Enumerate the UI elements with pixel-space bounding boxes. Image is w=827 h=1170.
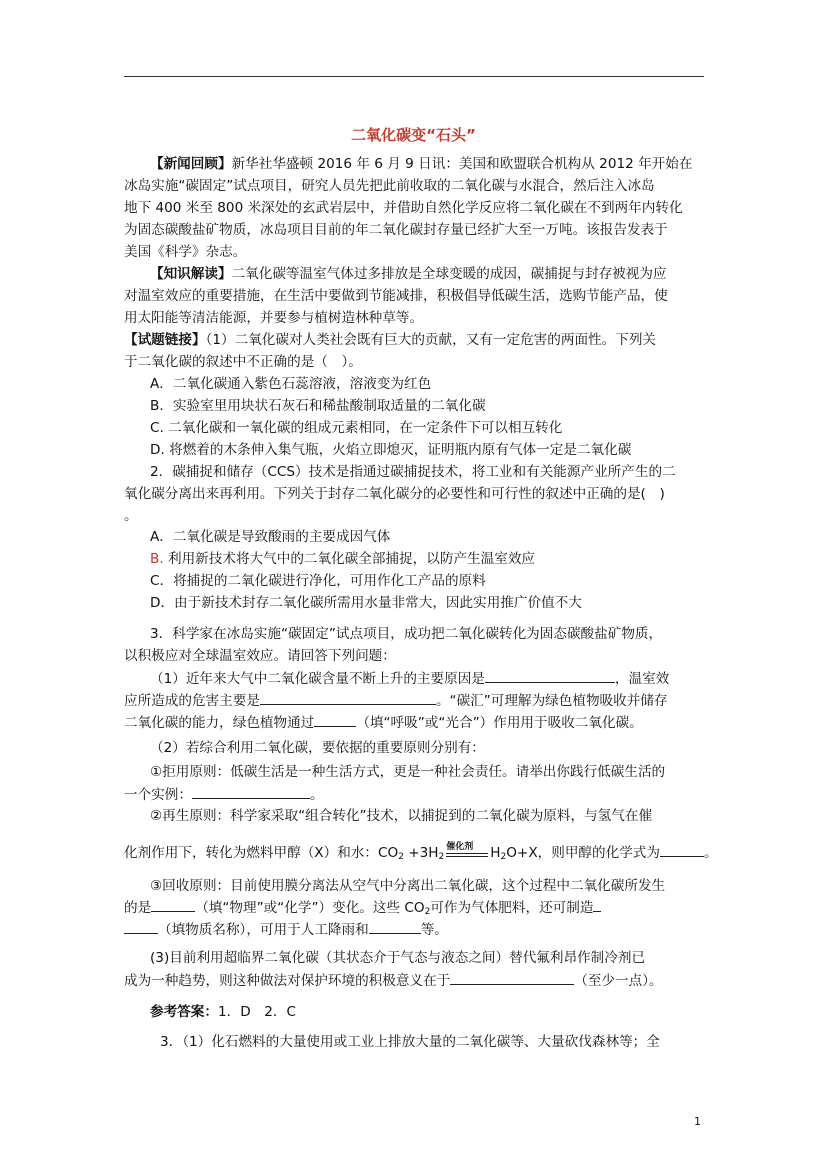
q3-part3-line-2: 成为一种趋势，则这种做法对保护环境的积极意义在于 （至少一点）。 [124, 970, 663, 991]
rule-1-line-1: ①拒用原则：低碳生活是一种生活方式，更是一种社会责任。请举出你践行低碳生活的 [150, 764, 666, 780]
answer-label: 参考答案： [150, 1004, 218, 1020]
news-line-4: 为固态碳酸盐矿物质，冰岛项目目前的年二氧化碳封存量已经扩大至一万吨。该报告发表于 [124, 222, 668, 238]
q3-part1-line-3: 二氧化碳的能力，绿色植物通过 （填“呼吸”或“光合”）作用用于吸收二氧化碳。 [124, 712, 643, 733]
knowledge-line-3: 用太阳能等清洁能源，并要参与植树造林种草等。 [124, 310, 424, 326]
header-rule [124, 76, 704, 77]
q1-option-a: A．二氧化碳通入紫色石蕊溶液，溶液变为红色 [150, 376, 432, 392]
news-line-5: 美国《科学》杂志。 [124, 244, 247, 260]
q2-line-2: 氧化碳分离出来再利用。下列关于封存二氧化碳分的必要性和可行性的叙述中正确的是( ) [124, 486, 665, 502]
blank-7[interactable] [124, 919, 158, 934]
page-number: 1 [694, 1115, 701, 1128]
blank-1[interactable] [485, 668, 615, 683]
knowledge-line-1: 【知识解读】二氧化碳等温室气体过多排放是全球变暖的成因，碳捕捉与封存被视为应 [150, 266, 667, 282]
answer-line-1: 参考答案：1．D 2．C [150, 1004, 297, 1020]
catalyst-label: 催化剂 [446, 842, 474, 852]
blank-3[interactable] [314, 712, 356, 727]
q2-option-b: B. 利用新技术将大气中的二氧化碳全部捕捉，以防产生温室效应 [150, 551, 536, 567]
q2-line-1: 2．碳捕捉和储存（CCS）技术是指通过碳捕捉技术，将工业和有关能源产业所产生的二 [150, 464, 676, 480]
news-line-2: 冰岛实施“碳固定”试点项目，研究人员先把此前收取的二氧化碳与水混合，然后注入冰岛 [124, 178, 655, 194]
news-line-1: 【新闻回顾】新华社华盛顿 2016 年 6 月 9 日讯：美国和欧盟联合机构从 2012 年开始在 [150, 156, 693, 172]
news-line-3: 地下 400 米至 800 米深处的玄武岩层中，并借助自然化学反应将二氧化碳在不到两年内转化 [124, 200, 683, 216]
blank-5[interactable] [660, 842, 704, 857]
blank-7-start[interactable] [593, 897, 601, 912]
knowledge-tag: 【知识解读】 [150, 266, 232, 282]
q2-line-3: 。 [124, 508, 138, 524]
q2-option-d: D．由于新技术封存二氧化碳所需用水量非常大，因此实用推广价值不大 [150, 595, 582, 611]
q3-part2: （2）若综合利用二氧化碳，要依据的重要原则分别有： [150, 740, 485, 756]
q3-part3-line-1: (3)目前利用超临界二氧化碳（其状态介于气态与液态之间）替代氟利昂作制冷剂已 [150, 950, 646, 966]
q1-option-c: C. 二氧化碳和一氧化碳的组成元素相同，在一定条件下可以相互转化 [150, 420, 563, 436]
q3-line-2: 以积极应对全球温室效应。请回答下列问题： [124, 648, 396, 664]
blank-4[interactable] [192, 784, 310, 799]
q1-tag: 【试题链接】 [124, 332, 206, 348]
news-tag: 【新闻回顾】 [150, 156, 232, 172]
rule-1-line-2: 一个实例： 。 [124, 784, 324, 805]
answer-line-2: 3．（1）化石燃料的大量使用或工业上排放大量的二氧化碳等、大量砍伐森林等；全 [160, 1034, 660, 1050]
rule-2-line-1: ②再生原则：科学家采取“组合转化”技术，以捕捉到的二氧化碳为原料，与氢气在催 [150, 808, 653, 824]
catalyst-arrow [444, 842, 490, 860]
q3-line-1: 3．科学家在冰岛实施“碳固定”试点项目，成功把二氧化碳转化为固态碳酸盐矿物质， [150, 626, 663, 642]
q2-option-c: C．将捕捉的二氧化碳进行净化，可用作化工产品的原料 [150, 573, 486, 589]
q1-line-2: 于二氧化碳的叙述中不正确的是（ ）。 [124, 354, 362, 370]
q3-part1-line-2: 应所造成的危害主要是 。“碳汇”可理解为绿色植物吸收并储存 [124, 690, 668, 711]
blank-9[interactable] [450, 970, 574, 985]
blank-6[interactable] [151, 897, 195, 912]
knowledge-line-2: 对温室效应的重要措施，在生活中要做到节能减排，积极倡导低碳生活，选购节能产品，使 [124, 288, 668, 304]
q3-part1-line-1: （1）近年来大气中二氧化碳含量不断上升的主要原因是 ，温室效 [150, 668, 669, 689]
blank-8[interactable] [369, 919, 421, 934]
q1-line-1: 【试题链接】（1）二氧化碳对人类社会既有巨大的贡献，又有一定危害的两面性。下列关 [124, 332, 657, 348]
document-title: 二氧化碳变“石头” [351, 126, 476, 144]
blank-2[interactable] [260, 690, 436, 705]
rule-2-line-2: 化剂作用下，转化为燃料甲醇（X）和水：$CO_2 +3H_2$ 催化剂 $H_2O+X$，则甲醇的化学式为 。 [124, 842, 718, 867]
rule-3-line-3: （填物质名称），可用于人工降雨和 等。 [124, 919, 448, 940]
q1-option-d: D. 将燃着的木条伸入集气瓶，火焰立即熄灭，证明瓶内原有气体一定是二氧化碳 [150, 442, 632, 458]
q1-option-b: B．实验室里用块状石灰石和稀盐酸制取适量的二氧化碳 [150, 398, 486, 414]
q2-option-b-letter: B. [150, 551, 164, 567]
q2-option-a: A．二氧化碳是导致酸雨的主要成因气体 [150, 529, 391, 545]
rule-3-line-1: ③回收原则：目前使用膜分离法从空气中分离出二氧化碳，这个过程中二氧化碳所发生 [150, 878, 666, 894]
rule-3-line-2: 的是 （填“物理”或“化学”）变化。这些 $CO_2$可作为气体肥料，还可制造 [124, 897, 601, 922]
